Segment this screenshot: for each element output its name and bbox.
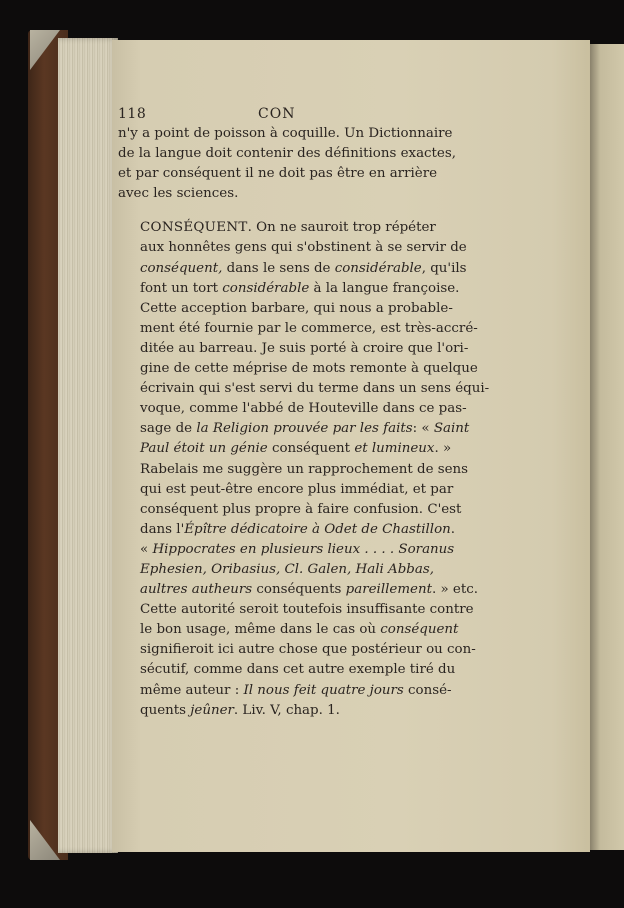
text-run: n'y a point de poisson à coquille. Un Dictionnaire — [118, 126, 453, 141]
text-line — [118, 640, 476, 660]
page-number: 118 — [118, 106, 147, 122]
paragraph — [118, 124, 456, 204]
text-run: écrivain qui s'est servi du terme dans un sens équi- — [140, 381, 490, 397]
text-run: font un tort — [140, 280, 223, 296]
text-run: le bon usage, même dans le cas où — [140, 622, 381, 638]
text-run: de la langue doit contenir des définitions exactes, — [118, 146, 456, 162]
text-run: sécutif, comme dans cet autre exemple tiré du — [140, 662, 456, 678]
text-line — [118, 580, 478, 600]
text-run: voque, comme l'abbé de Houteville dans ce pas- — [140, 401, 467, 417]
body-text — [118, 124, 490, 721]
text-run: aux honnêtes gens qui s'obstinent à se servir de — [140, 240, 467, 256]
text-line — [118, 439, 452, 459]
text-line — [118, 319, 478, 339]
italic-run: conséquent, — [140, 260, 223, 276]
text-run: même auteur : — [140, 682, 244, 698]
text-run: consé- — [403, 682, 452, 698]
text-line — [118, 144, 456, 164]
text-line — [118, 600, 474, 620]
text-run: gine de cette méprise de mots remonte à quelque — [140, 361, 478, 377]
text-line — [118, 299, 453, 319]
italic-run: considérable — [222, 280, 310, 296]
text-run: CONSÉQUENT — [140, 220, 248, 236]
text-run: . » — [434, 441, 452, 457]
text-run: Cette autorité seroit toutefois insuffisante contre — [140, 602, 474, 618]
italic-run: la Religion prouvée par les faits — [196, 421, 413, 437]
italic-run: Il nous feit quatre jours — [243, 682, 404, 698]
page-text — [118, 104, 490, 721]
text-run: . » etc. — [431, 582, 478, 598]
text-run: dans l' — [140, 521, 185, 537]
text-run: « — [140, 541, 153, 557]
text-run: ment été fournie par le commerce, est très-accré- — [140, 320, 478, 336]
text-run: conséquent plus propre à faire confusion. C'est — [140, 501, 462, 517]
page-header — [118, 104, 418, 124]
paragraph — [118, 460, 478, 721]
italic-run: Épître dédicatoire à Odet de Chastillon — [184, 521, 451, 537]
text-run: dans le sens de — [222, 260, 335, 276]
text-run: Rabelais me suggère un rapprochement de sens — [140, 461, 469, 477]
text-run: ditée au barreau. Je suis porté à croire que l'ori- — [140, 340, 469, 356]
text-run: : « — [412, 421, 434, 437]
text-run: sage de — [140, 421, 197, 437]
text-line — [118, 620, 459, 640]
page-edges — [58, 38, 118, 853]
text-run: . — [450, 521, 456, 537]
text-line — [118, 259, 467, 279]
text-line — [118, 701, 418, 721]
italic-run: pareillement — [345, 582, 432, 598]
facing-page-edge — [590, 44, 624, 850]
italic-run: conséquent — [380, 622, 459, 638]
text-line — [118, 279, 460, 299]
italic-run: jeûner — [190, 702, 234, 718]
text-line — [118, 379, 490, 399]
text-run: . Liv. V, chap. 1. — [233, 702, 340, 718]
text-run: à la langue françoise. — [309, 280, 460, 296]
text-line — [118, 520, 456, 540]
text-run: qui est peut-être encore plus immédiat, et par — [140, 481, 454, 497]
text-line — [118, 238, 467, 258]
text-line — [118, 399, 467, 419]
text-run: Cette acception barbare, qui nous a probable- — [140, 300, 453, 316]
text-line — [118, 124, 453, 144]
italic-run: considérable — [334, 260, 422, 276]
text-line — [118, 480, 454, 500]
italic-run: Ephesien, Oribasius, Cl. Galen, Hali Abbas, — [140, 561, 434, 577]
text-line — [118, 660, 456, 680]
text-run: et par conséquent il ne doit pas être en arrière — [118, 166, 438, 182]
text-run: . On ne sauroit trop répéter — [247, 220, 436, 236]
text-run: conséquent — [267, 441, 355, 457]
text-line — [118, 419, 470, 439]
text-run: quents — [140, 702, 191, 718]
text-line — [118, 164, 438, 184]
running-head: CON — [258, 106, 296, 122]
italic-run: et lumineux — [354, 441, 435, 457]
text-line — [118, 460, 469, 480]
italic-run: Saint — [433, 421, 470, 437]
text-line — [118, 339, 469, 359]
italic-run: Hippocrates en plusieurs lieux . . . . Soranus — [152, 541, 455, 557]
text-run: conséquents — [252, 582, 346, 598]
text-line — [118, 500, 462, 520]
text-run: , qu'ils — [421, 260, 467, 276]
text-line — [118, 540, 455, 560]
text-run: signifieroit ici autre chose que postérieur ou con- — [140, 642, 476, 658]
text-run: avec les sciences. — [118, 186, 239, 202]
paragraph — [118, 218, 490, 459]
italic-run: aultres autheurs — [140, 582, 253, 598]
italic-run: Paul étoit un génie — [140, 441, 268, 457]
text-line — [118, 560, 434, 580]
paragraph-gap — [118, 204, 418, 218]
text-line — [118, 359, 478, 379]
text-line — [118, 184, 418, 204]
text-line — [118, 681, 452, 701]
text-line — [118, 218, 436, 238]
